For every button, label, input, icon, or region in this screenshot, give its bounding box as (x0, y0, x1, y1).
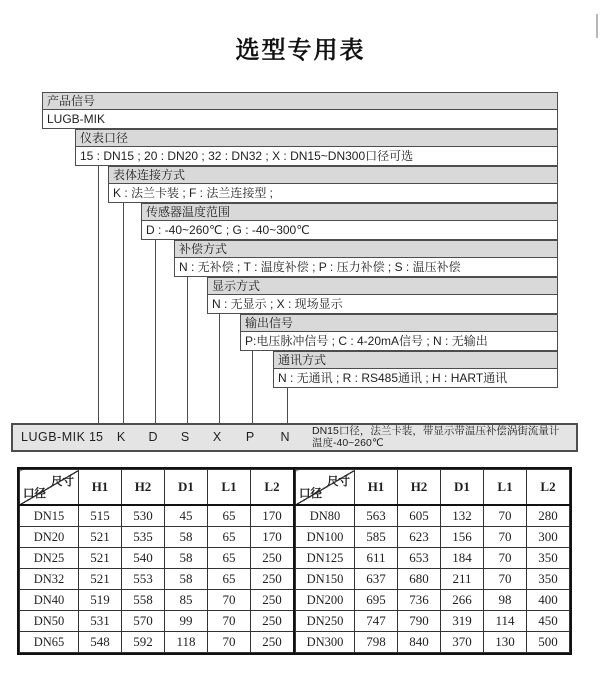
model-code-description (312, 426, 559, 449)
dim-cell: 58 (165, 569, 208, 590)
dim-cell: 300 (527, 527, 570, 548)
code-char-compensation: S (180, 430, 190, 444)
table-row (20, 632, 295, 653)
column-header: H2 (122, 470, 165, 506)
dim-cell: 65 (208, 505, 251, 527)
dim-cell: 350 (527, 548, 570, 569)
dim-cell: 280 (527, 505, 570, 527)
option-label: 输出信号 (241, 315, 557, 332)
option-values: N : 无显示 ; X : 现场显示 (208, 295, 557, 313)
dim-cell: 70 (208, 611, 251, 632)
dim-cell: 85 (165, 590, 208, 611)
dim-cell: 118 (165, 632, 208, 653)
dim-cell: 592 (122, 632, 165, 653)
dim-cell: 70 (484, 505, 527, 527)
column-header: H2 (398, 470, 441, 506)
dn-cell: DN80 (296, 505, 355, 527)
dim-cell: 58 (165, 527, 208, 548)
column-header: L1 (208, 470, 251, 506)
dim-cell: 65 (208, 527, 251, 548)
table-row (296, 611, 570, 632)
dim-cell: 70 (484, 569, 527, 590)
corner-cell (20, 470, 79, 506)
option-box-product-signal (42, 92, 558, 129)
dim-cell: 99 (165, 611, 208, 632)
dn-cell: DN50 (20, 611, 79, 632)
option-values: LUGB-MIK (43, 110, 557, 128)
dim-cell: 500 (527, 632, 570, 653)
column-header: D1 (441, 470, 484, 506)
table-row (296, 505, 570, 527)
connector-line (187, 277, 188, 423)
option-values: P:电压脉冲信号 ; C : 4-20mA信号 ; N : 无输出 (241, 332, 557, 350)
scrollbar-fragment (596, 14, 598, 38)
dn-cell: DN32 (20, 569, 79, 590)
table-row (20, 569, 295, 590)
dim-cell: 250 (251, 632, 295, 653)
option-box-output-signal (240, 314, 558, 351)
dim-cell: 531 (79, 611, 122, 632)
dim-cell: 65 (208, 548, 251, 569)
dim-cell: 98 (484, 590, 527, 611)
dim-cell: 211 (441, 569, 484, 590)
dn-cell: DN20 (20, 527, 79, 548)
dim-cell: 790 (398, 611, 441, 632)
connector-line (98, 166, 99, 423)
option-box-compensation (174, 240, 558, 277)
table-row (20, 611, 295, 632)
option-label: 显示方式 (208, 278, 557, 295)
dim-cell: 521 (79, 569, 122, 590)
dim-cell: 250 (251, 590, 295, 611)
dim-cell: 530 (122, 505, 165, 527)
table-row (20, 590, 295, 611)
dim-cell: 521 (79, 527, 122, 548)
connector-line (252, 351, 253, 423)
dn-cell: DN250 (296, 611, 355, 632)
dim-cell: 540 (122, 548, 165, 569)
option-label: 产品信号 (43, 93, 557, 110)
code-char-display: X (212, 430, 222, 444)
dim-cell: 250 (251, 611, 295, 632)
dim-cell: 637 (355, 569, 398, 590)
dim-cell: 400 (527, 590, 570, 611)
dim-cell: 450 (527, 611, 570, 632)
dim-cell: 350 (527, 569, 570, 590)
connector-line (155, 240, 156, 423)
dn-cell: DN150 (296, 569, 355, 590)
option-box-meter-diameter (75, 129, 558, 166)
dn-cell: DN300 (296, 632, 355, 653)
option-values: N : 无通讯 ; R : RS485通讯 ; H : HART通讯 (274, 369, 557, 387)
description-line-1: DN15口径，法兰卡装，带显示带温压补偿涡街流量计 (312, 425, 560, 437)
dim-cell: 623 (398, 527, 441, 548)
dim-cell: 266 (441, 590, 484, 611)
dn-cell: DN200 (296, 590, 355, 611)
model-code-prefix: LUGB-MIK (21, 430, 86, 444)
column-header: H1 (355, 470, 398, 506)
model-code-box (11, 423, 578, 452)
dim-cell: 585 (355, 527, 398, 548)
table-row (20, 527, 295, 548)
table-header-row (20, 470, 295, 506)
dim-cell: 184 (441, 548, 484, 569)
table-row (296, 548, 570, 569)
option-box-communication (273, 351, 558, 388)
dim-cell: 653 (398, 548, 441, 569)
dim-cell: 45 (165, 505, 208, 527)
dim-cell: 370 (441, 632, 484, 653)
page-title: 选型专用表 (235, 37, 366, 64)
dn-cell: DN100 (296, 527, 355, 548)
dim-cell: 70 (484, 527, 527, 548)
option-label: 仪表口径 (76, 130, 557, 147)
table-header-row (296, 470, 570, 506)
code-char-diameter: 15 (89, 430, 103, 444)
dim-cell: 114 (484, 611, 527, 632)
option-values: N : 无补偿 ; T : 温度补偿 ; P : 压力补偿 ; S : 温压补偿 (175, 258, 557, 276)
dim-cell: 570 (122, 611, 165, 632)
option-box-display (207, 277, 558, 314)
dim-cell: 553 (122, 569, 165, 590)
dim-cell: 250 (251, 548, 295, 569)
option-box-sensor-temp-range (141, 203, 558, 240)
dim-cell: 736 (398, 590, 441, 611)
option-label: 通讯方式 (274, 352, 557, 369)
corner-label-diameter: 口径 (299, 488, 322, 500)
code-char-communication: N (280, 430, 290, 444)
dn-cell: DN40 (20, 590, 79, 611)
table-row (20, 505, 295, 527)
dimension-table-right (295, 469, 570, 653)
corner-label-diameter: 口径 (23, 488, 46, 500)
table-row (296, 527, 570, 548)
dim-cell: 70 (484, 548, 527, 569)
option-label: 补偿方式 (175, 241, 557, 258)
dim-cell: 548 (79, 632, 122, 653)
table-row (296, 632, 570, 653)
description-line-2: 温度-40~260℃ (312, 436, 384, 449)
dim-cell: 515 (79, 505, 122, 527)
option-values: D : -40~260℃ ; G : -40~300℃ (142, 221, 557, 239)
dim-cell: 156 (441, 527, 484, 548)
dn-cell: DN15 (20, 505, 79, 527)
dim-cell: 170 (251, 527, 295, 548)
corner-label-size: 尺寸 (51, 476, 74, 488)
dim-cell: 840 (398, 632, 441, 653)
code-char-output: P (245, 430, 255, 444)
corner-label-size: 尺寸 (327, 476, 350, 488)
dim-cell: 747 (355, 611, 398, 632)
dim-cell: 132 (441, 505, 484, 527)
dim-cell: 521 (79, 548, 122, 569)
dim-cell: 605 (398, 505, 441, 527)
dim-cell: 130 (484, 632, 527, 653)
option-label: 表体连接方式 (109, 167, 557, 184)
dim-cell: 319 (441, 611, 484, 632)
dim-cell: 70 (208, 632, 251, 653)
dimension-table-left (19, 469, 295, 653)
dim-cell: 70 (208, 590, 251, 611)
dim-cell: 611 (355, 548, 398, 569)
option-values: K : 法兰卡装 ; F : 法兰连接型 ; (109, 184, 557, 202)
dim-cell: 563 (355, 505, 398, 527)
code-char-connection: K (116, 430, 126, 444)
column-header: H1 (79, 470, 122, 506)
dn-cell: DN65 (20, 632, 79, 653)
dim-cell: 558 (122, 590, 165, 611)
option-values: 15 : DN15 ; 20 : DN20 ; 32 : DN32 ; X : DN15~DN300口径可选 (76, 147, 557, 165)
table-row (296, 590, 570, 611)
column-header: L2 (527, 470, 570, 506)
code-char-temp-range: D (148, 430, 158, 444)
option-box-body-connection (108, 166, 558, 203)
dn-cell: DN25 (20, 548, 79, 569)
dn-cell: DN125 (296, 548, 355, 569)
dim-cell: 170 (251, 505, 295, 527)
option-label: 传感器温度范围 (142, 204, 557, 221)
column-header: L1 (484, 470, 527, 506)
dim-cell: 695 (355, 590, 398, 611)
corner-cell (296, 470, 355, 506)
table-row (20, 548, 295, 569)
table-row (296, 569, 570, 590)
column-header: L2 (251, 470, 295, 506)
dim-cell: 250 (251, 569, 295, 590)
connector-line (287, 388, 288, 423)
connector-line (219, 314, 220, 423)
column-header: D1 (165, 470, 208, 506)
dim-cell: 65 (208, 569, 251, 590)
connector-line (123, 203, 124, 423)
dim-cell: 519 (79, 590, 122, 611)
dimension-table (17, 467, 572, 655)
dim-cell: 535 (122, 527, 165, 548)
dim-cell: 58 (165, 548, 208, 569)
dim-cell: 798 (355, 632, 398, 653)
dim-cell: 680 (398, 569, 441, 590)
